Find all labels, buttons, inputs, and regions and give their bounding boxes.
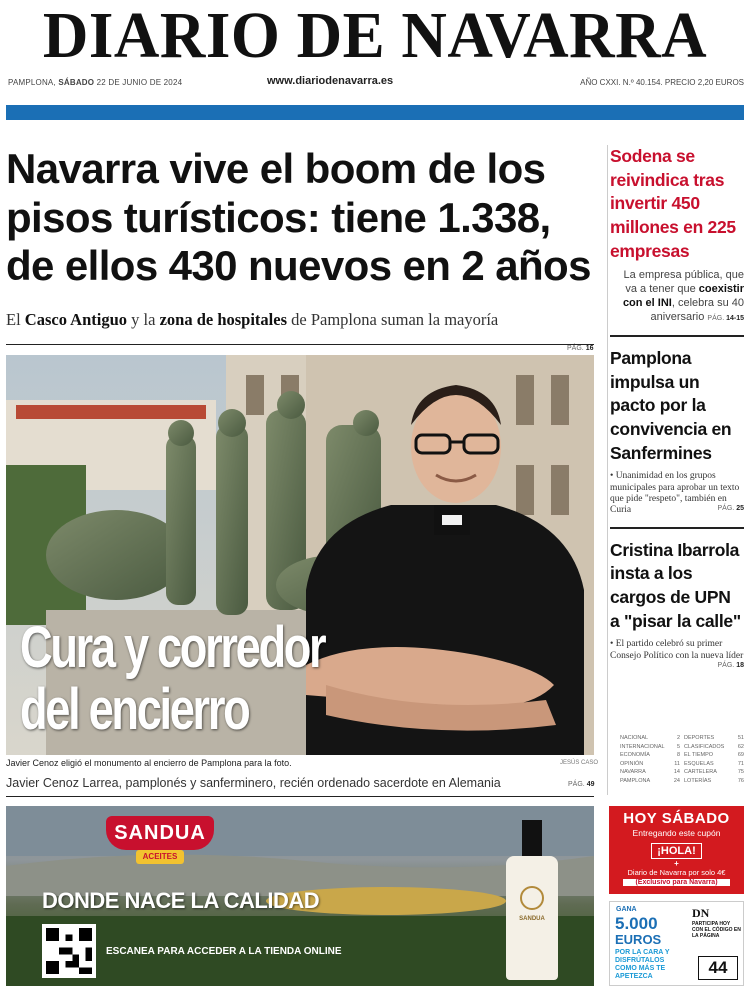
ad-slogan: DONDE NACE LA CALIDAD bbox=[42, 888, 320, 913]
promo-line: Entregando este cupón bbox=[632, 828, 721, 838]
body-text: , celebra su 40 aniversario bbox=[650, 297, 744, 324]
index-page: 62 bbox=[737, 743, 744, 750]
accent-bar bbox=[6, 105, 744, 120]
promo-note: (Exclusivo para Navarra) bbox=[623, 879, 730, 886]
prize-text: POR LA CARA Y DISFRÚTALOS COMO MÁS TE APETEZCA bbox=[615, 949, 670, 981]
index-row[interactable] bbox=[620, 768, 680, 777]
index-label: NAVARRA bbox=[620, 769, 646, 775]
page-number: 49 bbox=[586, 781, 595, 788]
index-label: NACIONAL bbox=[620, 735, 649, 741]
index-label: PAMPLONA bbox=[620, 777, 651, 784]
index-page: 24 bbox=[673, 777, 680, 784]
divider bbox=[610, 527, 744, 529]
index-column-left bbox=[620, 734, 680, 785]
page-box: 44 bbox=[698, 956, 738, 980]
subhead-bold: zona de hospitales bbox=[159, 310, 288, 329]
subhead-text: de Pamplona suman la mayoría bbox=[287, 310, 499, 329]
qr-code-icon[interactable] bbox=[42, 924, 96, 978]
promo-plus: + bbox=[674, 859, 679, 868]
bottle-cap bbox=[522, 820, 542, 856]
index-page: 71 bbox=[737, 760, 744, 767]
index-label: ESQUELAS bbox=[684, 760, 714, 767]
page-label: PÁG. bbox=[567, 345, 584, 352]
index-label: LOTERÍAS bbox=[684, 777, 712, 784]
issue-info: AÑO CXXI. N.º 40.154. PRECIO 2,20 EUROS bbox=[580, 78, 744, 87]
index-page: 76 bbox=[737, 777, 744, 784]
dateline bbox=[8, 78, 182, 87]
index-label: OPINIÓN bbox=[620, 760, 644, 767]
overlay-line: Cura y corredor bbox=[20, 615, 325, 680]
sidebar-story-3[interactable] bbox=[610, 539, 744, 669]
lead-headline[interactable]: Navarra vive el boom de los pisos turísticos: tiene 1.338, de ellos 430 nuevos en 2 años bbox=[6, 145, 591, 290]
hola-promo[interactable] bbox=[609, 806, 744, 894]
index-page: 75 bbox=[737, 769, 744, 775]
body-bold: coexistir con el INI bbox=[622, 283, 744, 310]
dateline-day: SÁBADO bbox=[58, 78, 95, 87]
instructions: PARTICIPA HOY CON EL CÓDIGO EN LA PÁGINA bbox=[692, 921, 741, 939]
dateline-city: PAMPLONA, bbox=[8, 78, 56, 87]
website-link[interactable]: www.diariodenavarra.es bbox=[267, 75, 394, 87]
column-divider bbox=[607, 145, 608, 795]
index-page: 14 bbox=[673, 769, 680, 775]
bullet-text: • El partido celebró su primer Consejo Político con la nueva líder bbox=[610, 639, 744, 661]
index-row[interactable] bbox=[684, 760, 744, 769]
story-page-ref bbox=[718, 505, 744, 513]
page-label: PÁG. bbox=[568, 781, 585, 788]
lead-page-ref bbox=[567, 345, 593, 352]
story-bullet bbox=[610, 471, 744, 517]
oil-bottle-image bbox=[506, 820, 558, 980]
story-headline[interactable]: Pamplona impulsa un pacto por la convivencia en Sanfermines bbox=[610, 348, 732, 463]
index-label: CLASIFICADOS bbox=[684, 743, 725, 750]
index-label: EL TIEMPO bbox=[684, 752, 714, 758]
bottle-emblem-icon bbox=[520, 886, 544, 910]
story-headline[interactable]: Cristina Ibarrola insta a los cargos de UPN a "pisar la calle" bbox=[610, 539, 741, 631]
dateline-date: 22 DE JUNIO DE 2024 bbox=[96, 78, 183, 87]
index-row[interactable] bbox=[684, 743, 744, 752]
lead-subhead bbox=[6, 310, 566, 330]
index-row[interactable] bbox=[684, 768, 744, 777]
story-page-ref bbox=[707, 315, 744, 322]
qr-pattern bbox=[46, 928, 92, 974]
sandua-sub-logo: ACEITES bbox=[136, 850, 184, 864]
overlay-line: del encierro bbox=[20, 677, 249, 742]
page-number: 16 bbox=[585, 345, 594, 352]
promo-line: Diario de Navarra por solo 4€ bbox=[627, 868, 726, 877]
index-row[interactable] bbox=[684, 777, 744, 786]
story-headline[interactable]: Sodena se reivindica tras invertir 450 millones en 225 empresas bbox=[610, 146, 736, 261]
index-row[interactable] bbox=[620, 760, 680, 769]
index-label: CARTELERA bbox=[684, 769, 717, 775]
subhead-bold: Casco Antiguo bbox=[24, 310, 128, 329]
index-page: 11 bbox=[674, 760, 680, 767]
index-label: DEPORTES bbox=[684, 735, 715, 741]
sidebar bbox=[610, 145, 744, 670]
divider bbox=[610, 335, 744, 337]
photo-caption: Javier Cenoz eligió el monumento al encierro de Pamplona para la foto. bbox=[6, 758, 292, 768]
sidebar-story-2[interactable] bbox=[610, 347, 744, 517]
sandua-advertisement[interactable] bbox=[6, 806, 594, 986]
photo-overlay-title bbox=[20, 617, 324, 741]
gana-promo[interactable] bbox=[609, 901, 744, 986]
bullet-text: • Unanimidad en los grupos municipales para aprobar un texto que pide "respeto", también en Curia bbox=[610, 471, 740, 516]
divider bbox=[6, 344, 594, 345]
divider bbox=[6, 796, 594, 797]
index-page: 8 bbox=[676, 752, 680, 758]
prize-amount: 5.000 bbox=[615, 914, 658, 933]
subhead-text: El bbox=[6, 310, 25, 329]
index-label: ECONOMÍA bbox=[620, 752, 650, 758]
promo-title: HOY SÁBADO bbox=[623, 810, 730, 827]
bottle-body bbox=[506, 856, 558, 980]
lead-photo[interactable] bbox=[6, 355, 594, 755]
subhead-text: y la bbox=[127, 310, 160, 329]
sidebar-story-1[interactable] bbox=[610, 145, 744, 325]
photo-page-ref bbox=[568, 781, 594, 788]
index-row[interactable] bbox=[684, 751, 744, 760]
index-row[interactable] bbox=[620, 743, 680, 752]
story-body bbox=[610, 269, 744, 325]
dn-logo: DN bbox=[692, 906, 710, 920]
index-row[interactable] bbox=[620, 734, 680, 743]
gana-label: GANA bbox=[616, 906, 637, 913]
body-text: La empresa pública, que va a tener que bbox=[623, 269, 744, 296]
page-label: PÁG. bbox=[717, 661, 735, 669]
story-bullet bbox=[610, 639, 744, 669]
sandua-logo: SANDUA bbox=[106, 816, 214, 850]
masthead-title: DIARIO DE NAVARRA bbox=[42, 0, 708, 72]
index-row[interactable] bbox=[620, 777, 680, 786]
page-number: 25 bbox=[736, 505, 744, 513]
index-page: 69 bbox=[737, 752, 744, 758]
index-row[interactable] bbox=[684, 734, 744, 743]
page-number: 14-15 bbox=[726, 315, 744, 323]
prize-currency: EUROS bbox=[615, 932, 662, 947]
index-label: INTERNACIONAL bbox=[620, 743, 665, 750]
index-row[interactable] bbox=[620, 751, 680, 760]
ad-cta: ESCANEA PARA ACCEDER A LA TIENDA ONLINE bbox=[106, 946, 342, 957]
bottle-label: SANDUA bbox=[519, 916, 545, 922]
index-page: 5 bbox=[676, 743, 680, 750]
index-page: 2 bbox=[676, 735, 680, 741]
photo-credit: JESÚS CASO bbox=[560, 760, 599, 766]
index-page: 51 bbox=[737, 735, 744, 741]
index-column-right bbox=[684, 734, 744, 785]
page-label: PÁG. bbox=[707, 315, 725, 323]
page-number: 18 bbox=[736, 661, 744, 669]
photo-subcaption: Javier Cenoz Larrea, pamplonés y sanferminero, recién ordenado sacerdote en Alemania bbox=[6, 776, 501, 790]
hola-badge: ¡HOLA! bbox=[651, 843, 702, 859]
story-page-ref bbox=[718, 662, 744, 670]
page-label: PÁG. bbox=[717, 505, 735, 513]
